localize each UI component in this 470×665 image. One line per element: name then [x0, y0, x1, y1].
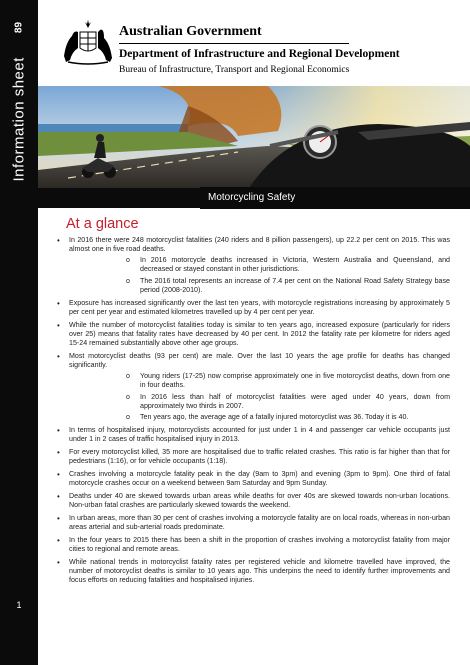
- finding-text: Crashes involving a motorcycle fatality peak in the day (9am to 3pm) and evening (3pm to 9pm). One third of fatal motorcycle crashes occur on a weekend between 9am Saturday and 9pm Sunday.: [69, 469, 450, 488]
- finding-subitem: o In 2016 motorcycle deaths increased in Victoria, Western Australia and Queensland, and decreased or stayed constant in other jurisdictions.: [69, 256, 450, 275]
- finding-text: Deaths under 40 are skewed towards urban areas while deaths for over 40s are skewed towards non-urban locations. Non-urban fatal crashes are particularly skewed towards the weekend.: [69, 491, 450, 510]
- finding-subitem: o Ten years ago, the average age of a fatally injured motorcyclist was 36. Today it is 40.: [69, 413, 450, 422]
- finding-item: [52, 299, 450, 318]
- government-name: Australian Government: [119, 24, 262, 39]
- finding-item: [52, 514, 450, 533]
- header-divider: [119, 43, 349, 44]
- finding-subitem: o In 2016 less than half of motorcyclist fatalities were aged under 40 years, down from approximately two thirds in 2007.: [69, 393, 450, 412]
- finding-text: Most motorcyclist deaths (93 per cent) are male. Over the last 10 years the age profile for deaths has changed significantly.: [69, 351, 450, 370]
- sidebar: [0, 0, 38, 665]
- finding-item: [52, 492, 450, 511]
- section-heading: At a glance: [66, 216, 139, 232]
- issue-number: 89: [13, 21, 25, 34]
- coat-of-arms-logo: [60, 18, 116, 66]
- finding-text: While the number of motorcyclist fatalities today is similar to ten years ago, increased exposure (particularly for riders over 25) means that fatality rates have decreased by 40 per cent. In 2012 the fatality rate per kilometre for riders aged 15-24 remained substantially above other age groups.: [69, 320, 450, 348]
- finding-subitems: [69, 372, 450, 422]
- finding-subitem: o Young riders (17-25) now comprise approximately one in five motorcyclist deaths, down from one in four deaths.: [69, 372, 450, 391]
- finding-text: Exposure has increased significantly over the last ten years, with motorcycle registrations increasing by approximately 5 per cent per year and estimated kilometres travelled up by 4 per cent per year.: [69, 298, 450, 316]
- finding-item: [52, 448, 450, 467]
- finding-text: In 2016 there were 248 motorcyclist fatalities (240 riders and 8 pillion passengers), up 22.2 per cent on 2015. This was almost one in five road deaths.: [69, 236, 450, 254]
- finding-text: In urban areas, more than 30 per cent of crashes involving a motorcycle fatality are on local roads, whereas in non-urban areas arterial and sub-arterial roads predominate.: [69, 513, 450, 532]
- banner-photo: [38, 86, 470, 190]
- finding-subitems: [69, 256, 450, 295]
- finding-item: [52, 470, 450, 489]
- banner-caption: Motorcycling Safety: [200, 187, 470, 209]
- finding-item: [52, 426, 450, 445]
- finding-item: [52, 558, 450, 586]
- finding-item: [52, 352, 450, 423]
- document-type-label: Information sheet: [10, 57, 28, 182]
- page-header: [38, 0, 470, 85]
- key-findings-list: [52, 236, 450, 589]
- bureau-name: Bureau of Infrastructure, Transport and Regional Economics: [119, 65, 350, 75]
- page-number: 1: [16, 600, 22, 610]
- finding-item: [52, 236, 450, 295]
- motorcycle-road-illustration: [38, 86, 470, 190]
- finding-text: In the four years to 2015 there has been a shift in the proportion of crashes involving a motorcyclist fatality from major cities to regional and remote areas.: [69, 535, 450, 554]
- finding-text: In terms of hospitalised injury, motorcyclists accounted for just under 1 in 4 and passenger car vehicle occupants just under 1 in 2 cases of traffic hospitalised injury in 2013.: [69, 425, 450, 444]
- department-name: Department of Infrastructure and Regional Development: [119, 48, 400, 60]
- finding-text: While national trends in motorcyclist fatality rates per registered vehicle and kilometre travelled have improved, the number of motorcyclist deaths is similar to 10 years ago. This underpins the need to identify further improvements and focus efforts on reducing fatalities and hospitalised injuries.: [69, 557, 450, 585]
- finding-text: For every motorcyclist killed, 35 more are hospitalised due to traffic related crashes. This ratio is far higher than that for pedestrians (1:16), or for vehicle occupants (1:18).: [69, 447, 450, 466]
- finding-item: [52, 536, 450, 555]
- finding-item: [52, 321, 450, 349]
- finding-subitem: o The 2016 total represents an increase of 7.4 per cent on the National Road Safety Strategy base period (2008-2010).: [69, 277, 450, 296]
